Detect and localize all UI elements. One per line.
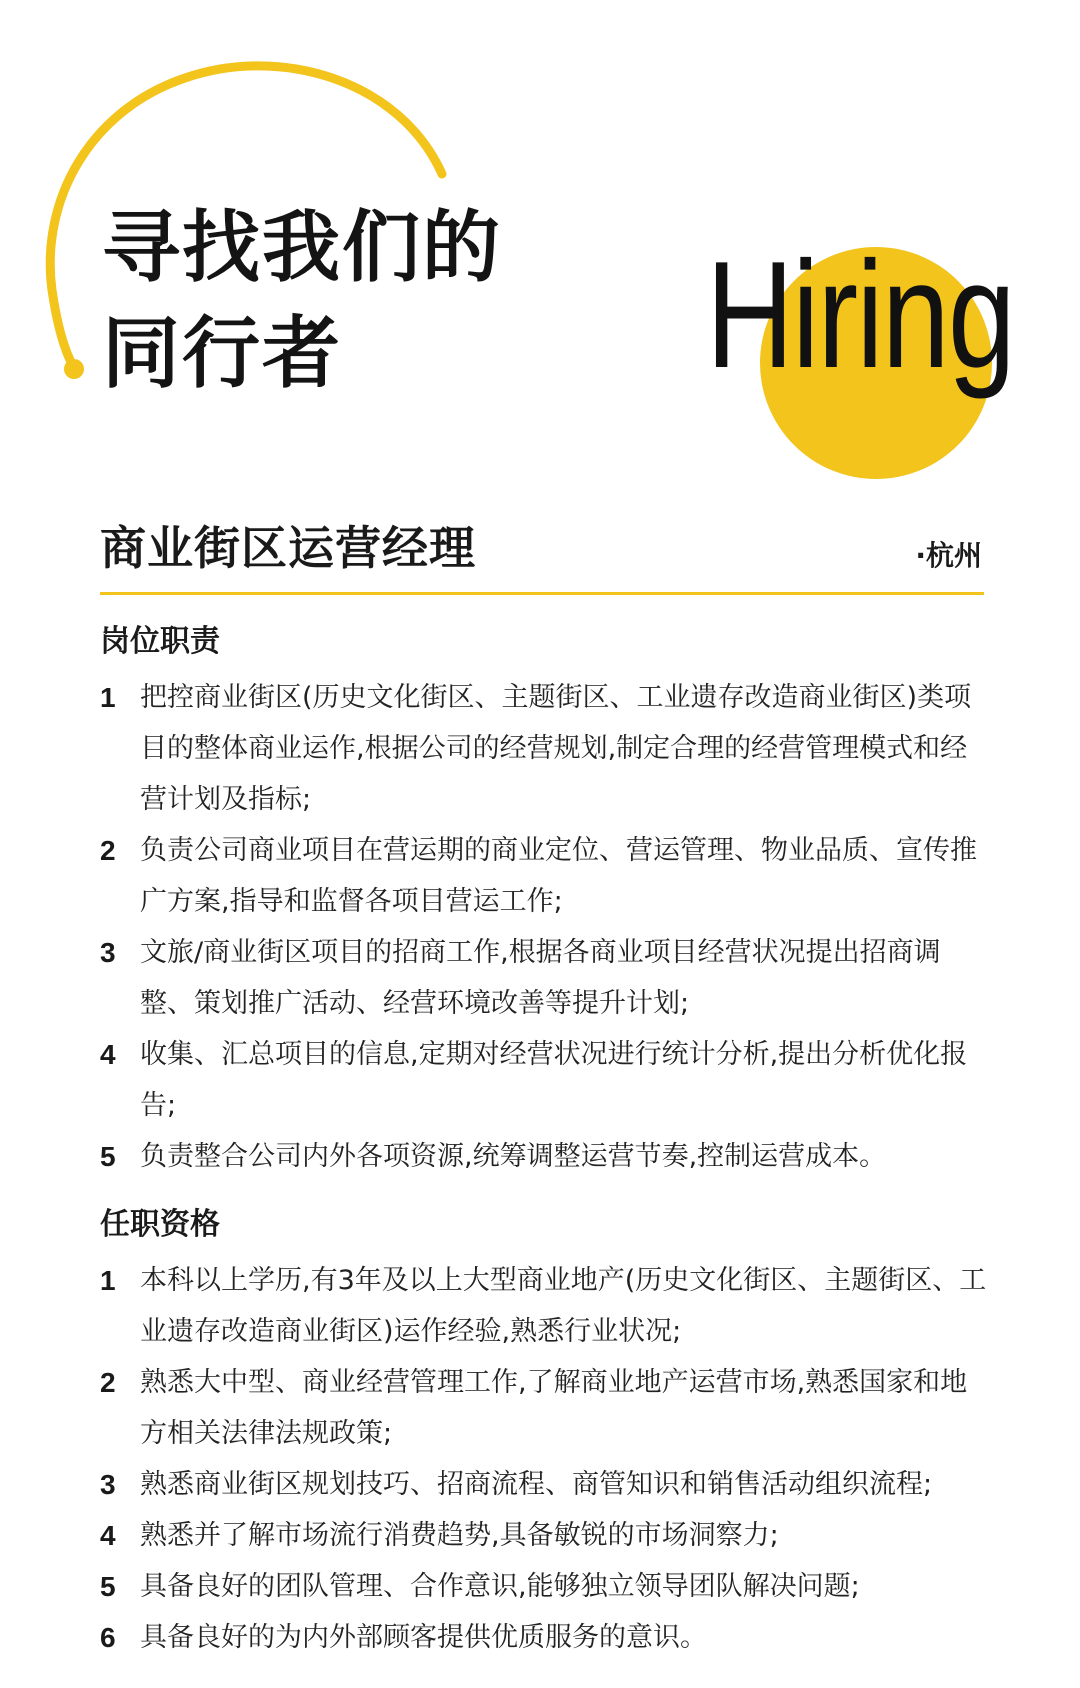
item-number: 1 <box>100 682 116 713</box>
list-item <box>100 927 990 1029</box>
headline-line-2: 同行者 <box>102 309 343 399</box>
hiring-word: Hiring <box>706 230 1014 400</box>
list-item <box>100 1131 990 1182</box>
item-number: 3 <box>100 1469 116 1500</box>
item-text: 负责整合公司内外各项资源,统筹调整运营节奏,控制运营成本。 <box>140 1141 887 1172</box>
list-item <box>100 1357 990 1459</box>
qualifications-heading: 任职资格 <box>100 1207 220 1242</box>
responsibilities-heading: 岗位职责 <box>100 624 220 659</box>
list-item <box>100 672 990 825</box>
item-number: 5 <box>100 1141 116 1172</box>
list-item <box>100 1459 990 1510</box>
item-number: 1 <box>100 1265 116 1296</box>
list-item <box>100 1612 990 1663</box>
job-location: ·杭州 <box>915 539 982 572</box>
item-text: 熟悉并了解市场流行消费趋势,具备敏锐的市场洞察力; <box>140 1520 779 1551</box>
list-item <box>100 1510 990 1561</box>
list-item <box>100 1561 990 1612</box>
title-divider <box>100 592 984 595</box>
list-item <box>100 825 990 927</box>
item-text: 熟悉商业街区规划技巧、招商流程、商管知识和销售活动组织流程; <box>140 1469 933 1500</box>
responsibilities-list <box>100 672 990 1182</box>
page-headline <box>102 195 502 407</box>
item-text: 文旅/商业街区项目的招商工作,根据各商业项目经营状况提出招商调整、策划推广活动、经营环境改善等提升计划; <box>140 937 941 1019</box>
qualifications-list <box>100 1255 990 1663</box>
item-text: 具备良好的为内外部顾客提供优质服务的意识。 <box>140 1622 707 1653</box>
item-text: 本科以上学历,有3年及以上大型商业地产(历史文化街区、主题街区、工业遗存改造商业街区)运作经验,熟悉行业状况; <box>140 1265 987 1347</box>
responsibilities-section <box>100 620 990 1182</box>
item-number: 3 <box>100 937 116 968</box>
list-item <box>100 1029 990 1131</box>
item-number: 6 <box>100 1622 116 1653</box>
item-number: 4 <box>100 1039 116 1070</box>
headline-line-1: 寻找我们的 <box>102 203 503 293</box>
qualifications-section <box>100 1203 990 1663</box>
arc-end-dot <box>64 359 84 379</box>
job-title: 商业街区运营经理 <box>100 521 476 575</box>
item-text: 负责公司商业项目在营运期的商业定位、营运管理、物业品质、宣传推广方案,指导和监督各项目营运工作; <box>140 835 977 917</box>
item-number: 2 <box>100 1367 116 1398</box>
item-number: 5 <box>100 1571 116 1602</box>
item-number: 2 <box>100 835 116 866</box>
item-number: 4 <box>100 1520 116 1551</box>
item-text: 收集、汇总项目的信息,定期对经营状况进行统计分析,提出分析优化报告; <box>140 1039 968 1121</box>
item-text: 熟悉大中型、商业经营管理工作,了解商业地产运营市场,熟悉国家和地方相关法律法规政策; <box>140 1367 968 1449</box>
list-item <box>100 1255 990 1357</box>
item-text: 具备良好的团队管理、合作意识,能够独立领导团队解决问题; <box>140 1571 860 1602</box>
item-text: 把控商业街区(历史文化街区、主题街区、工业遗存改造商业街区)类项目的整体商业运作,根据公司的经营规划,制定合理的经营管理模式和经营计划及指标; <box>140 682 972 815</box>
